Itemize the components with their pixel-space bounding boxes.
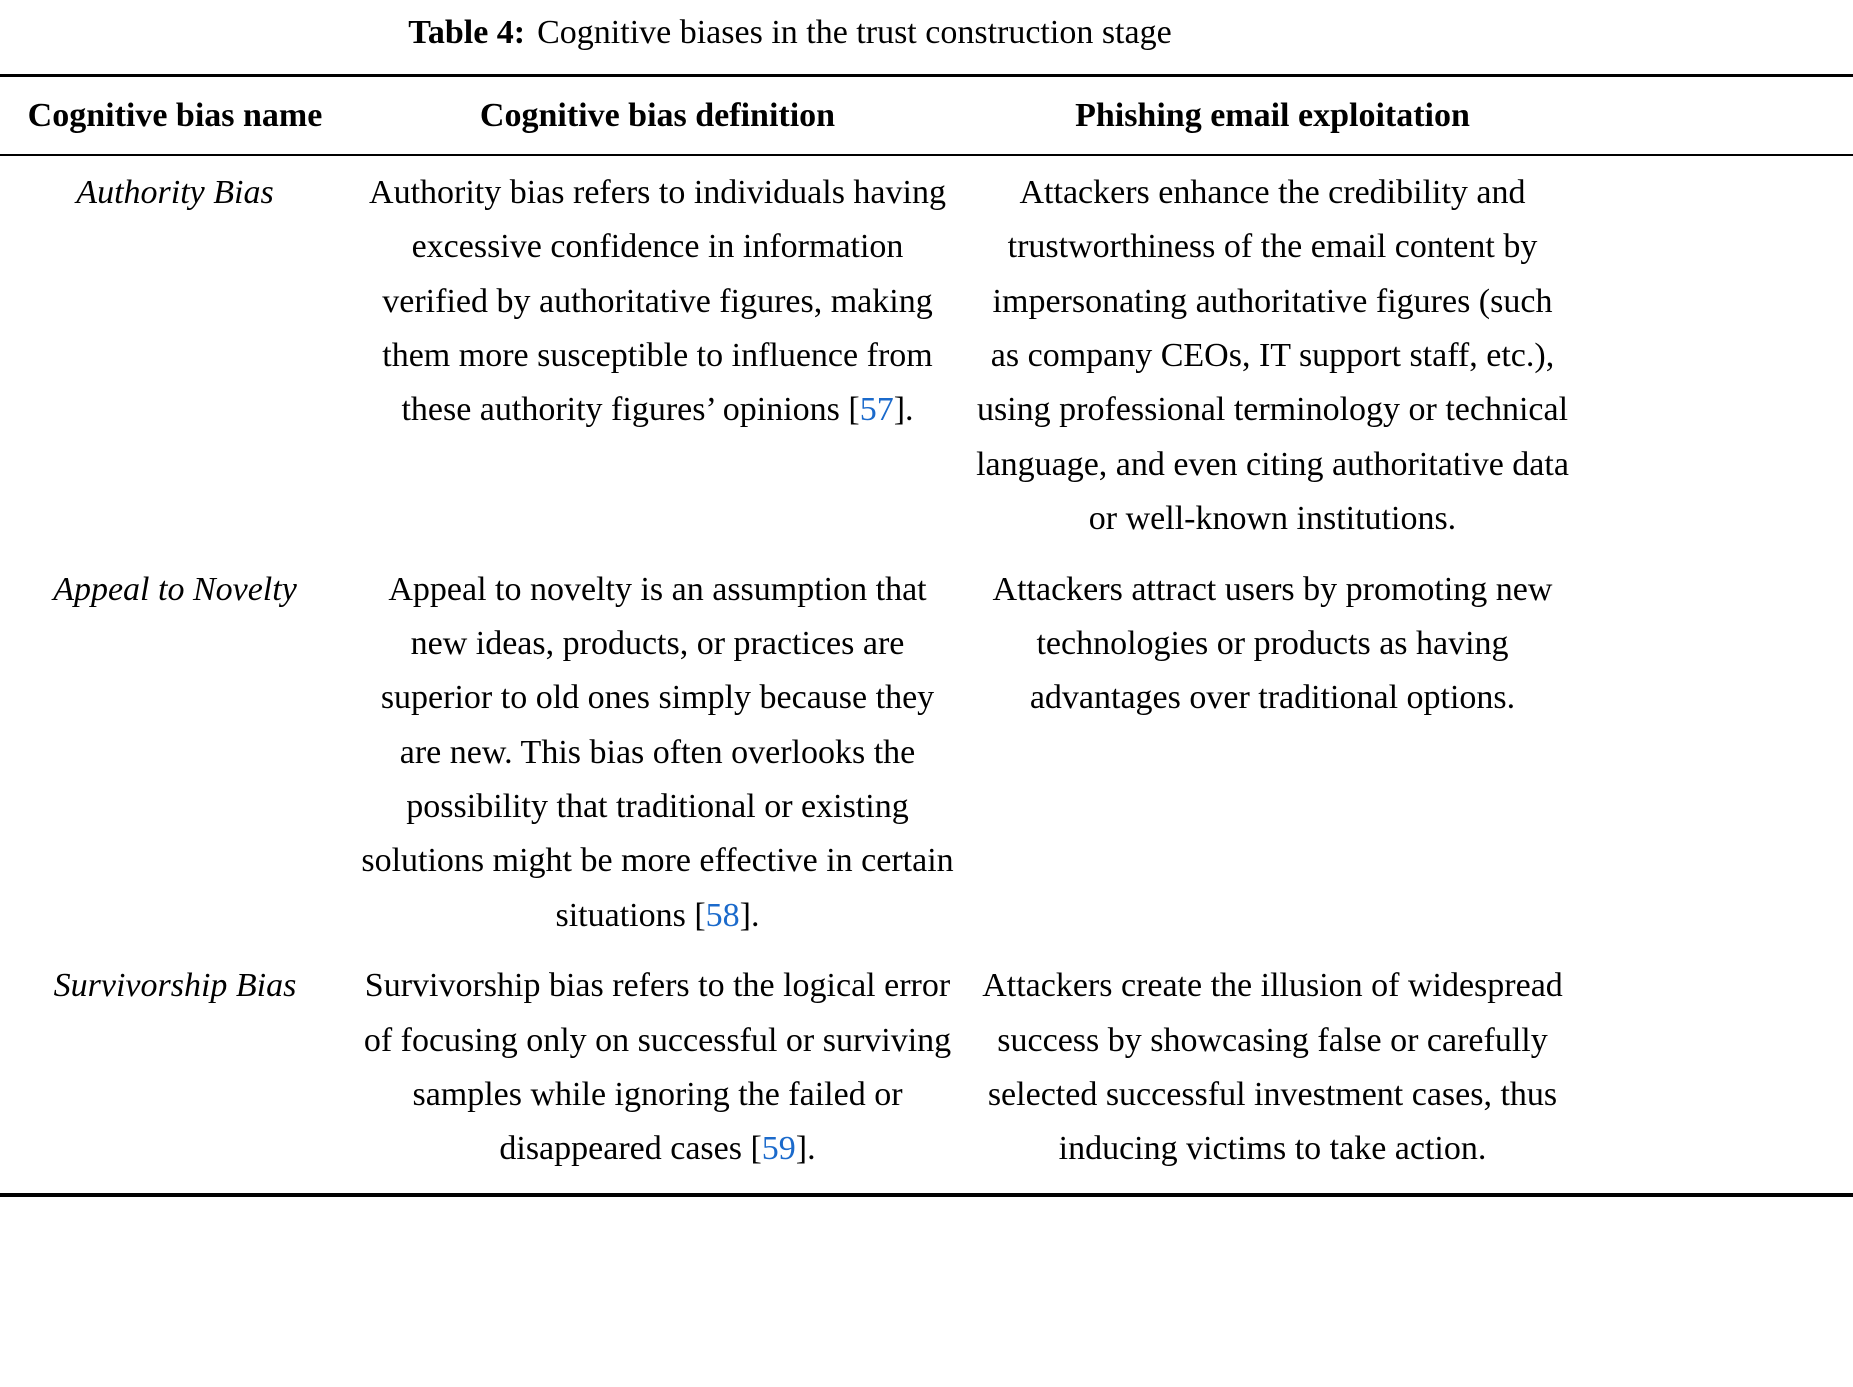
- bias-definition-cell: [350, 553, 965, 950]
- table-header-row: [0, 77, 1853, 155]
- bias-definition-cell: [350, 156, 965, 553]
- table-caption: [0, 6, 1580, 60]
- definition-text-after: ].: [739, 896, 760, 934]
- bias-name-cell: Authority Bias: [76, 173, 274, 211]
- table-row: [0, 156, 1853, 553]
- table-row: [0, 949, 1853, 1193]
- phishing-exploitation-cell: Attackers attract users by promoting new technologies or products as having advantages over traditional options.: [992, 570, 1553, 717]
- column-header-phishing-exploitation: Phishing email exploitation: [1075, 97, 1470, 135]
- bias-definition-cell: [350, 949, 965, 1193]
- phishing-exploitation-cell: Attackers create the illusion of widespread success by showcasing false or carefully selected successful investment cases, thus inducing victims to take action.: [982, 967, 1563, 1168]
- column-header-bias-definition: Cognitive bias definition: [479, 97, 836, 135]
- cognitive-biases-table: [0, 74, 1853, 1196]
- table-row: [0, 553, 1853, 950]
- bias-name-cell: Survivorship Bias: [53, 967, 297, 1005]
- citation-link[interactable]: 58: [705, 896, 740, 934]
- table-caption-label: Table 4:: [408, 14, 526, 51]
- definition-text: Survivorship bias refers to the logical error of focusing only on successful or surviving samples while ignoring the failed or disappeared cases [: [363, 967, 952, 1168]
- definition-text-after: ].: [795, 1130, 816, 1168]
- definition-text-after: ].: [893, 391, 914, 429]
- bias-name-cell: Appeal to Novelty: [53, 570, 297, 608]
- table-caption-text: Cognitive biases in the trust construction stage: [537, 14, 1172, 51]
- column-header-bias-name: Cognitive bias name: [27, 97, 323, 135]
- definition-text: Authority bias refers to individuals having excessive confidence in information verified by authoritative figures, making them more susceptible to influence from these authority figures’ opinions [: [369, 173, 946, 429]
- citation-link[interactable]: 59: [761, 1130, 796, 1168]
- definition-text: Appeal to novelty is an assumption that new ideas, products, or practices are superior to old ones simply because they are new. This bias often overlooks the possibility that traditional or existing solutions might be more effective in certain situations [: [361, 570, 954, 934]
- phishing-exploitation-cell: Attackers enhance the credibility and trustworthiness of the email content by impersonating authoritative figures (such as company CEOs, IT support staff, etc.), using professional terminology or technical language, and even citing authoritative data or well-known institutions.: [976, 173, 1569, 538]
- citation-link[interactable]: 57: [859, 391, 894, 429]
